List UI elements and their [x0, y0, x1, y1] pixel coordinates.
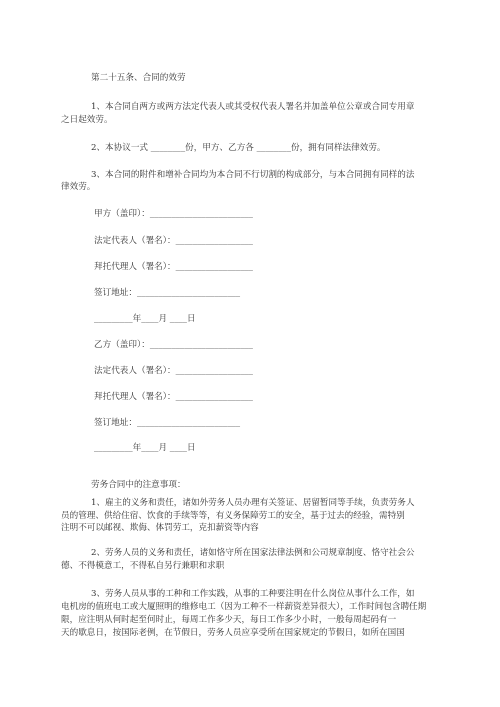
party-b-agent: 拜托代理人（署名）：__________________ — [94, 392, 253, 402]
notes-title: 劳务合同中的注意事项： — [91, 480, 186, 490]
party-b-legal-rep: 法定代表人（署名）：__________________ — [94, 366, 253, 376]
note-1-line-3: 注明不可以邮视、欺侮、体罚劳工，克扣薪资等内容 — [61, 523, 259, 533]
clause-1-line-1: 1、本合同自两方或两方法定代表人或其受权代表人署名并加盖单位公章或合同专用章 — [91, 102, 415, 112]
note-1-line-1: 1、雇主的义务和责任，诸如外劳务人员办理有关签证、居留暂同等手续，负责劳务人 — [91, 498, 415, 508]
note-3-line-1: 3、劳务人员从事的工种和工作实践，从事的工种要注明在什么岗位从事什么工作，如 — [91, 589, 415, 599]
party-a-agent: 拜托代理人（署名）：__________________ — [94, 262, 253, 272]
party-a-sign-place: 签订地址：________________________ — [94, 288, 241, 298]
note-3-line-3: 限，应注明从何时起至何时止，每周工作多少天，每日工作多少小时，一般每周起码有一 — [61, 615, 397, 625]
party-b-sign-place: 签订地址：________________________ — [94, 418, 241, 428]
party-b-date: _________年____月 ____日 — [94, 443, 196, 453]
clause-3-line-2: 律效劳。 — [61, 182, 96, 192]
note-1-line-2: 员的管理、供给住宿、饮食的手续等等，有义务保障劳工的安全，基于过去的经验，需特别 — [61, 511, 405, 521]
article-title: 第二十五条、合同的效劳 — [91, 73, 186, 83]
clause-3-line-1: 3、本合同的附件和增补合同均为本合同不行切割的构成部分，与本合同拥有同样的法 — [91, 170, 415, 180]
clause-2-line-1: 2、本协议一式 ________份，甲方、乙方各 ________份，拥有同样法律效劳。 — [91, 143, 386, 153]
clause-1-line-2: 之日起效劳。 — [61, 115, 113, 125]
note-2-line-1: 2、劳务人员的义务和责任，诸如恪守所在国家法律法例和公司规章制度、恪守社会公 — [91, 548, 415, 558]
party-a-date: _________年____月 ____日 — [94, 314, 196, 324]
note-2-line-2: 德、不得模意工，不得私自另行兼职和求职 — [61, 561, 225, 571]
party-a-seal: 甲方（盖印）：________________________ — [94, 209, 253, 219]
note-3-line-2: 电机房的值班电工或大厦照明的维修电工（因为工种不一样薪资差异很大），工作时间包含聘任期 — [61, 602, 427, 612]
party-b-seal: 乙方（盖印）：________________________ — [94, 340, 253, 350]
note-3-line-4: 天的歇息日，按国际老例，在节假日，劳务人员应享受所在国家规定的节假日，如所在国国 — [61, 628, 405, 638]
party-a-legal-rep: 法定代表人（署名）：__________________ — [94, 236, 253, 246]
